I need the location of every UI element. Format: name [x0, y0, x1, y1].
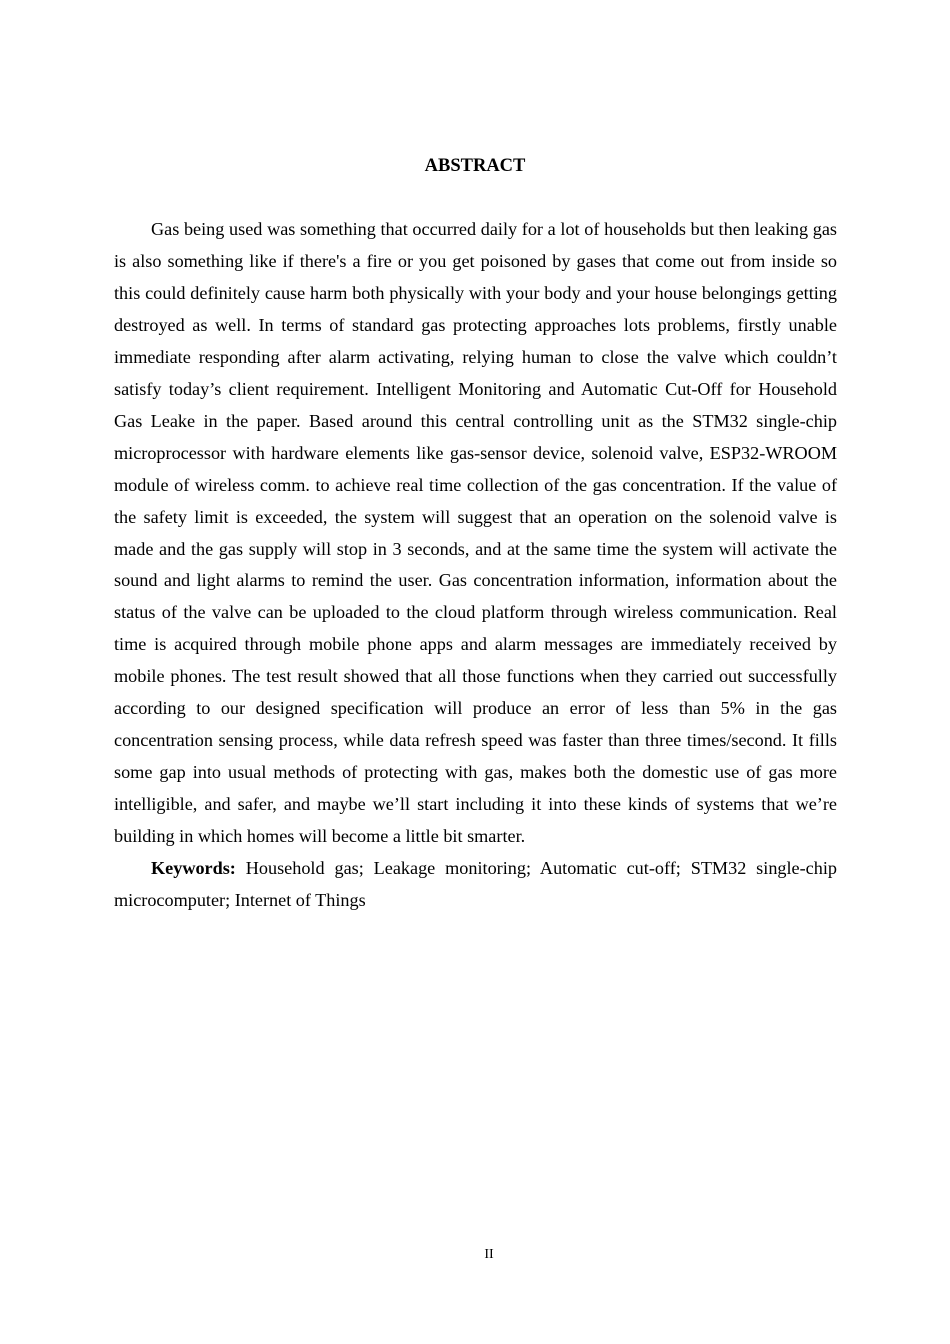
keywords-label: Keywords: [151, 858, 236, 879]
keywords-paragraph [114, 853, 837, 917]
keywords-text: Household gas; Leakage monitoring; Automatic cut-off; STM32 single-chip microcomputer; Internet of Things [114, 858, 837, 911]
abstract-paragraph: Gas being used was something that occurred daily for a lot of households but then leaking gas is also something like if there's a fire or you get poisoned by gases that come out from inside so this could definitely cause harm both physically with your body and your house belongings getting destroyed as well. In terms of standard gas protecting approaches lots problems, firstly unable immediate responding after alarm activating, relying human to close the valve which couldn’t satisfy today’s client requirement. Intelligent Monitoring and Automatic Cut-Off for Household Gas Leake in the paper. Based around this central controlling unit as the STM32 single-chip microprocessor with hardware elements like gas-sensor device, solenoid valve, ESP32-WROOM module of wireless comm. to achieve real time collection of the gas concentration. If the value of the safety limit is exceeded, the system will suggest that an operation on the solenoid valve is made and the gas supply will stop in 3 seconds, and at the same time the system will activate the sound and light alarms to remind the user. Gas concentration information, information about the status of the valve can be uploaded to the cloud platform through wireless communication. Real time is acquired through mobile phone apps and alarm messages are immediately received by mobile phones. The test result showed that all those functions when they carried out successfully according to our designed specification will produce an error of less than 5% in the gas concentration sensing process, while data refresh speed was faster than three times/second. It fills some gap into usual methods of protecting with gas, makes both the domestic use of gas more intelligible, and safer, and maybe we’ll start including it into these kinds of systems that we’re building in which homes will become a little bit smarter. [114, 219, 837, 847]
abstract-body [114, 214, 837, 917]
abstract-title: ABSTRACT [424, 156, 526, 176]
page-number: II [484, 1247, 494, 1262]
